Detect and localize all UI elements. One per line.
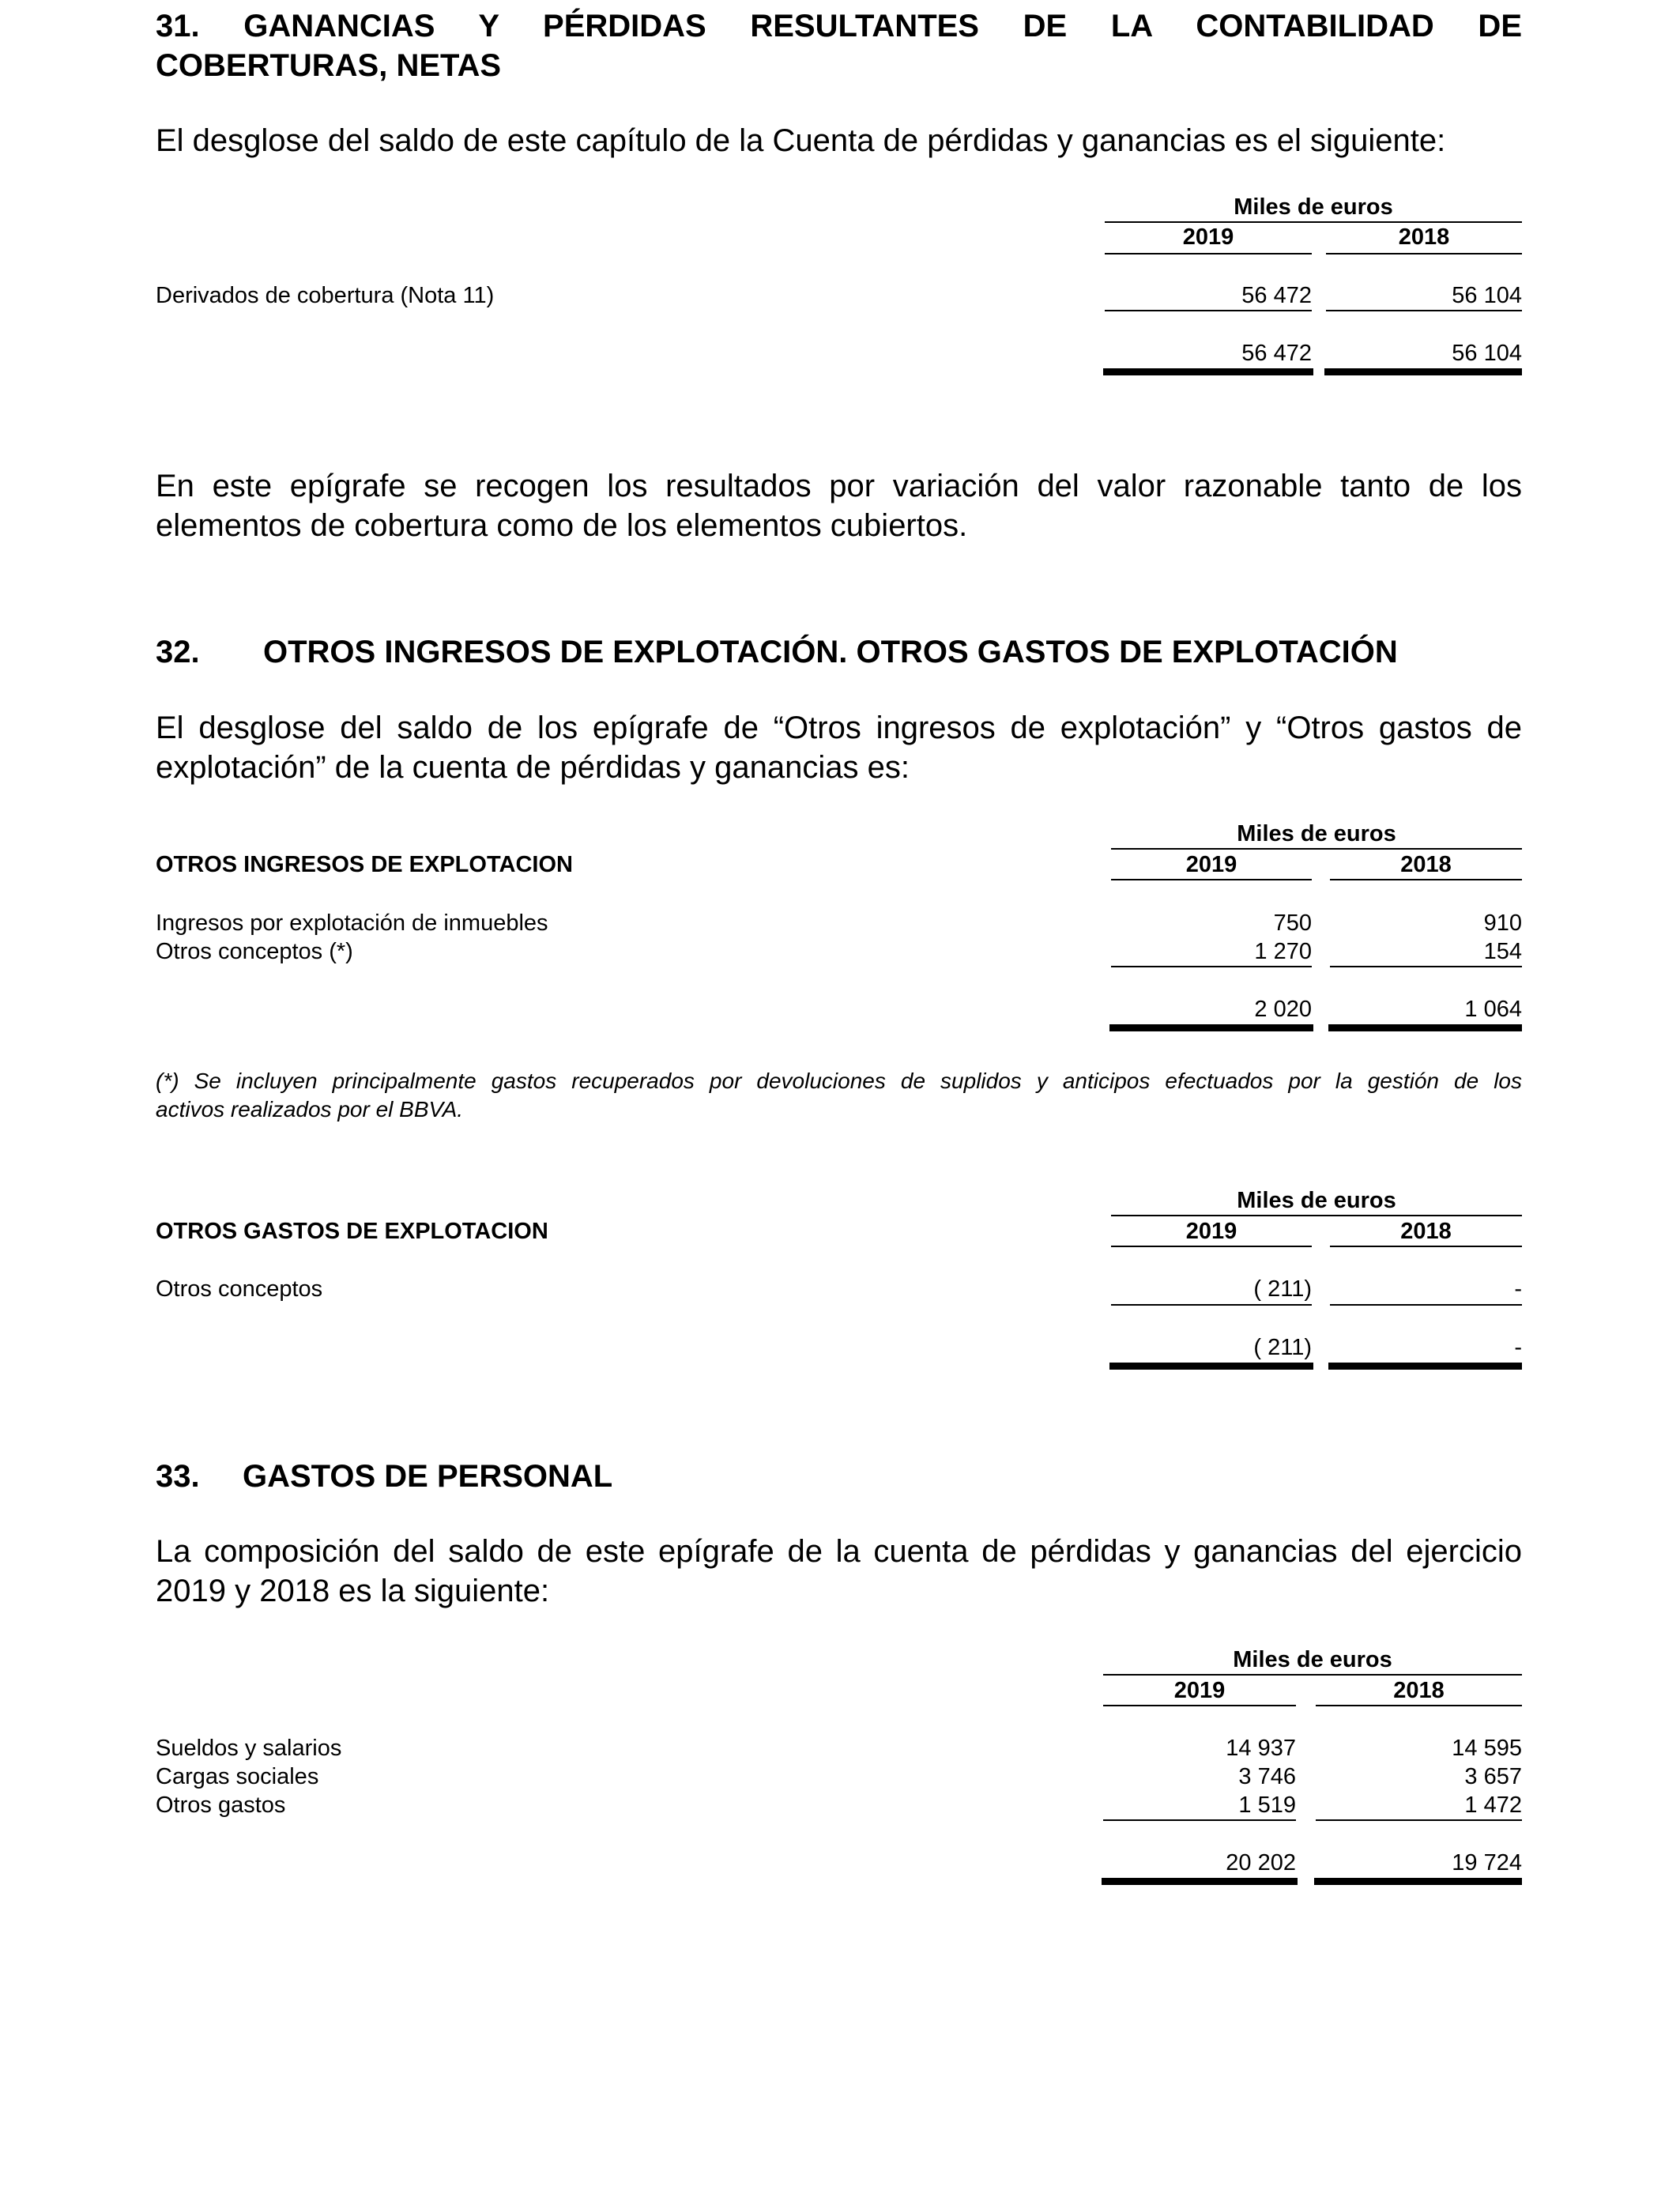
ingresos-year-rule-2018 (1330, 879, 1522, 880)
gastos-table-title: OTROS GASTOS DE EXPLOTACION (156, 1219, 548, 1244)
s33-unit-rule (1103, 1674, 1522, 1676)
s31-total-double-rule-2018 (1324, 368, 1522, 375)
ingresos-row-2-2019: 1 270 (1254, 939, 1312, 964)
s33-row-2-label: Cargas sociales (156, 1764, 319, 1789)
gastos-row-2018: - (1514, 1276, 1522, 1302)
s31-intro: El desglose del saldo de este capítulo de la Cuenta de pérdidas y ganancias es el siguiente: (156, 123, 1446, 158)
s31-row-2019: 56 472 (1241, 283, 1312, 308)
gastos-total-double-rule-2018 (1328, 1363, 1522, 1370)
gastos-total-double-rule-2019 (1109, 1363, 1313, 1370)
s33-total-2019: 20 202 (1226, 1850, 1296, 1875)
ingresos-unit-header: Miles de euros (1237, 821, 1396, 846)
s31-heading-line1: 31. GANANCIAS Y PÉRDIDAS RESULTANTES DE LA CONTABILIDAD DE (156, 9, 1522, 43)
s33-year-rule-2018 (1316, 1705, 1522, 1706)
s32-intro-line1: El desglose del saldo de los epígrafe de “Otros ingresos de explotación” y “Otros gastos de (156, 711, 1522, 745)
s31-subtotal-rule-2018 (1326, 310, 1522, 311)
ingresos-footnote-line1: (*) Se incluyen principalmente gastos recuperados por devoluciones de suplidos y anticipos efectuados por la gestión de los (156, 1069, 1522, 1093)
s32-intro-line2: explotación” de la cuenta de pérdidas y ganancias es: (156, 750, 910, 785)
s33-row-2-2018: 3 657 (1464, 1764, 1522, 1789)
ingresos-row-2-label: Otros conceptos (*) (156, 939, 353, 964)
s33-row-1-label: Sueldos y salarios (156, 1736, 342, 1761)
ingresos-row-2-2018: 154 (1483, 939, 1522, 964)
ingresos-unit-rule (1111, 848, 1522, 850)
ingresos-year-2019: 2019 (1185, 852, 1237, 877)
ingresos-year-rule-2019 (1111, 879, 1312, 880)
s31-unit-rule (1105, 221, 1522, 223)
s33-intro-line2: 2019 y 2018 es la siguiente: (156, 1574, 550, 1608)
s31-heading-line2: COBERTURAS, NETAS (156, 48, 502, 83)
s33-total-2018: 19 724 (1452, 1850, 1522, 1875)
gastos-total-2018: - (1514, 1335, 1522, 1360)
ingresos-table-title: OTROS INGRESOS DE EXPLOTACION (156, 852, 573, 877)
ingresos-year-2018: 2018 (1400, 852, 1452, 877)
ingresos-subtotal-rule-2019 (1111, 966, 1312, 967)
s33-row-1-2018: 14 595 (1452, 1736, 1522, 1761)
gastos-total-2019: ( 211) (1253, 1335, 1312, 1360)
s31-year-rule-2018 (1326, 253, 1522, 254)
s31-total-2019: 56 472 (1241, 341, 1312, 366)
s33-row-3-2018: 1 472 (1464, 1793, 1522, 1818)
ingresos-subtotal-rule-2018 (1330, 966, 1522, 967)
s33-total-double-rule-2018 (1314, 1878, 1522, 1885)
s33-year-2019: 2019 (1173, 1678, 1226, 1703)
s32-number: 32. (156, 635, 200, 669)
s31-year-2019: 2019 (1182, 224, 1234, 250)
gastos-year-rule-2019 (1111, 1246, 1312, 1247)
gastos-row-2019: ( 211) (1253, 1276, 1312, 1302)
s33-intro-line1: La composición del saldo de este epígrafe de la cuenta de pérdidas y ganancias del ejercicio (156, 1534, 1522, 1569)
s31-row-label: Derivados de cobertura (Nota 11) (156, 283, 495, 308)
s33-title: GASTOS DE PERSONAL (243, 1459, 613, 1494)
s33-row-1-2019: 14 937 (1226, 1736, 1296, 1761)
ingresos-total-double-rule-2018 (1328, 1024, 1522, 1031)
ingresos-row-1-2018: 910 (1483, 910, 1522, 936)
s31-row-2018: 56 104 (1452, 283, 1522, 308)
s33-number: 33. (156, 1459, 200, 1494)
gastos-unit-rule (1111, 1215, 1522, 1216)
s33-subtotal-rule-2018 (1316, 1819, 1522, 1821)
s31-subtotal-rule-2019 (1105, 310, 1312, 311)
ingresos-total-2019: 2 020 (1254, 997, 1312, 1022)
gastos-subtotal-rule-2019 (1111, 1304, 1312, 1306)
gastos-year-rule-2018 (1330, 1246, 1522, 1247)
s32-title: OTROS INGRESOS DE EXPLOTACIÓN. OTROS GASTOS DE EXPLOTACIÓN (263, 635, 1398, 669)
s33-unit-header: Miles de euros (1233, 1647, 1392, 1672)
s33-row-2-2019: 3 746 (1238, 1764, 1296, 1789)
ingresos-row-1-2019: 750 (1273, 910, 1312, 936)
gastos-row-label: Otros conceptos (156, 1276, 323, 1302)
gastos-unit-header: Miles de euros (1237, 1188, 1396, 1213)
s33-year-2018: 2018 (1393, 1678, 1445, 1703)
ingresos-row-1-label: Ingresos por explotación de inmuebles (156, 910, 548, 936)
s33-year-rule-2019 (1103, 1705, 1296, 1706)
s31-year-rule-2019 (1105, 253, 1312, 254)
s31-total-double-rule-2019 (1103, 368, 1313, 375)
s31-year-2018: 2018 (1398, 224, 1450, 250)
s33-row-3-2019: 1 519 (1238, 1793, 1296, 1818)
gastos-year-2019: 2019 (1185, 1219, 1237, 1244)
ingresos-total-double-rule-2019 (1109, 1024, 1313, 1031)
s31-paragraph-line1: En este epígrafe se recogen los resultados por variación del valor razonable tanto de los (156, 469, 1522, 503)
s33-row-3-label: Otros gastos (156, 1793, 286, 1818)
s33-subtotal-rule-2019 (1103, 1819, 1296, 1821)
s31-paragraph-line2: elementos de cobertura como de los elementos cubiertos. (156, 508, 968, 543)
ingresos-total-2018: 1 064 (1464, 997, 1522, 1022)
gastos-subtotal-rule-2018 (1330, 1304, 1522, 1306)
gastos-year-2018: 2018 (1400, 1219, 1452, 1244)
s33-total-double-rule-2019 (1102, 1878, 1298, 1885)
s31-total-2018: 56 104 (1452, 341, 1522, 366)
s31-unit-header: Miles de euros (1234, 194, 1393, 220)
ingresos-footnote-line2: activos realizados por el BBVA. (156, 1097, 464, 1122)
